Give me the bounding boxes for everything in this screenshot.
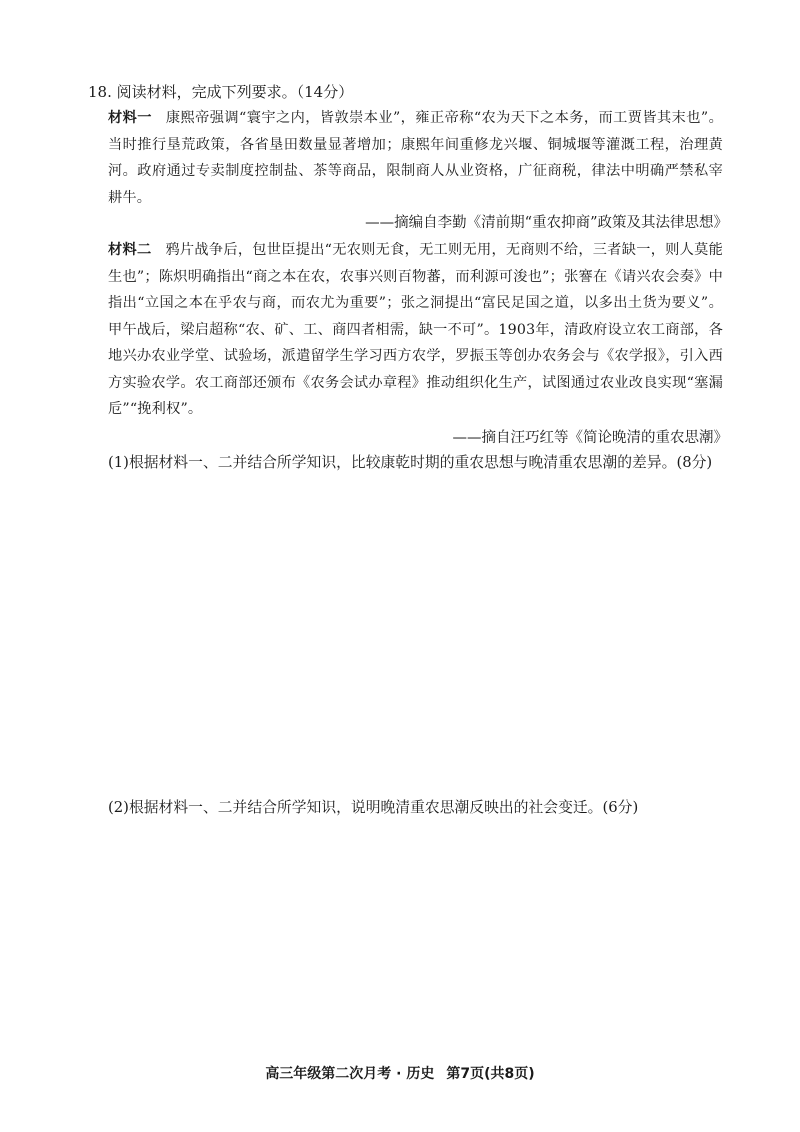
- material-one-label: 材料一: [108, 110, 152, 126]
- material-one: [108, 105, 723, 211]
- footer-page-number: 第7页(共8页): [446, 1066, 535, 1082]
- question-header: 18. 阅读材料，完成下列要求。（14分）: [88, 83, 354, 101]
- sub-question-two: (2)根据材料一、二并结合所学知识，说明晚清重农思潮反映出的社会变迁。(6分): [108, 799, 639, 816]
- material-one-text: 康熙帝强调“寰宇之内，皆敦崇本业”，雍正帝称“农为天下之本务，而工贾皆其末也”。当时推行垦荒政策，各省垦田数量显著增加；康熙年间重修龙兴堰、铜城堰等灌溉工程，治理黄河。政府通过专卖制度控制盐、茶等商品，限制商人从业资格，广征商税，律法中明确严禁私宰耕牛。: [108, 110, 723, 206]
- material-one-source: ——摘编自李勤《清前期“重农抑商”政策及其法律思想》: [365, 215, 728, 231]
- footer-exam-title: 高三年级第二次月考 · 历史: [265, 1066, 435, 1082]
- material-two: [108, 237, 723, 423]
- material-two-text: 鸦片战争后，包世臣提出“无农则无食，无工则无用，无商则不给，三者缺一，则人莫能生也”；陈炽明确指出“商之本在农，农事兴则百物蕃，而利源可浚也”；张謇在《请兴农会奏》中指出“立国之本在乎农与商，而农尤为重要”；张之洞提出“富民足国之道，以多出土货为要义”。甲午战后，梁启超称“农、矿、工、商四者相需，缺一不可”。1903年，清政府设立农工商部，各地兴办农业学堂、试验场，派遣留学生学习西方农学，罗振玉等创办农务会与《农学报》，引入西方实验农学。农工商部还颁布《农务会试办章程》推动组织化生产，试图通过农业改良实现“塞漏卮”“挽利权”。: [108, 242, 723, 417]
- page-footer: [0, 1064, 800, 1084]
- material-two-source: ——摘自汪巧红等《简论晚清的重农思潮》: [452, 430, 728, 446]
- material-two-label: 材料二: [108, 242, 152, 258]
- sub-question-one: (1)根据材料一、二并结合所学知识，比较康乾时期的重农思想与晚清重农思潮的差异。(8分): [108, 454, 713, 471]
